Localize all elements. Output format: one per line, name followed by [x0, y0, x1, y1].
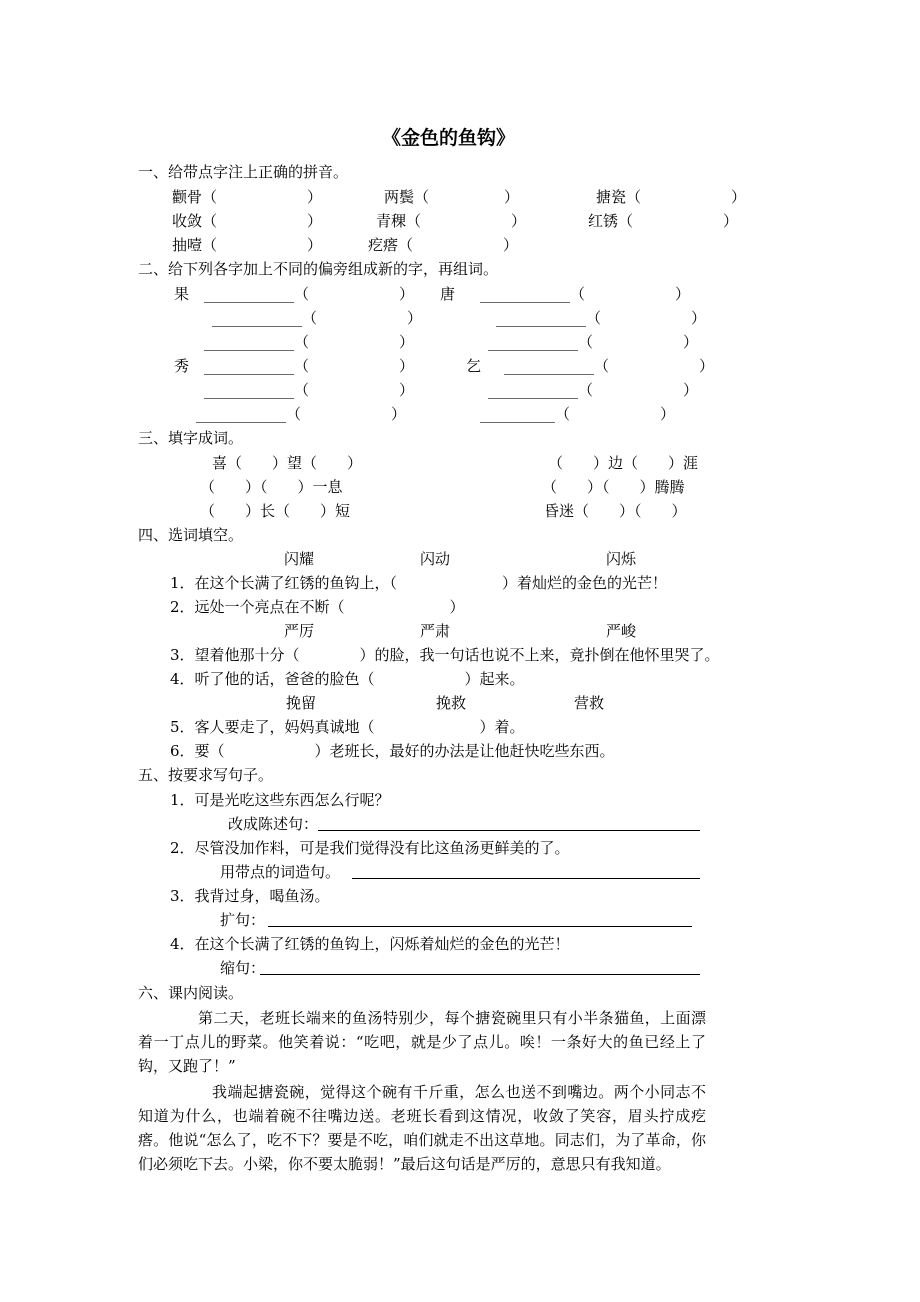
base-char: 乞 [466, 357, 482, 375]
fill-word-item: （ ）（ ）腾腾 [542, 478, 685, 496]
section-5-heading: 五、按要求写句子。 [138, 766, 274, 784]
answer-line[interactable] [260, 974, 700, 975]
answer-label: 用带点的词造句。 [220, 863, 341, 881]
question-item: 5．客人要走了，妈妈真诚地（ ）着。 [170, 718, 525, 736]
pinyin-item: 收敛（ ） [172, 212, 323, 230]
radical-blank: ____________（ ） [488, 381, 699, 399]
radical-blank: ____________（ ） [204, 381, 415, 399]
question-item: 3．我背过身，喝鱼汤。 [170, 887, 330, 905]
pinyin-item: 两鬓（ ） [384, 188, 520, 206]
word-choice: 闪动 [420, 550, 451, 568]
section-3-heading: 三、填字成词。 [138, 429, 244, 447]
base-char: 果 [174, 285, 190, 303]
radical-blank: ____________（ ） [496, 309, 707, 327]
fill-word-item: （ ）长（ ）短 [200, 502, 351, 520]
fill-word-item: 喜（ ）望（ ） [212, 454, 363, 472]
question-item: 3．望着他那十分（ ）的脸，我一句话也说不上来，竟扑倒在他怀里哭了。 [170, 646, 720, 664]
section-4-heading: 四、选词填空。 [138, 526, 244, 544]
question-item: 4．听了他的话，爸爸的脸色（ ）起来。 [170, 670, 525, 688]
radical-blank: ____________（ ） [204, 285, 415, 303]
radical-blank: ____________（ ） [212, 309, 423, 327]
answer-line[interactable] [268, 926, 692, 927]
answer-line[interactable] [318, 830, 700, 831]
pinyin-item: 红锈（ ） [588, 212, 739, 230]
radical-blank: ____________（ ） [504, 357, 715, 375]
radical-blank: ____________（ ） [204, 357, 415, 375]
answer-line[interactable] [352, 878, 700, 879]
pinyin-item: 颧骨（ ） [172, 188, 323, 206]
question-item: 4．在这个长满了红锈的鱼钩上，闪烁着灿烂的金色的光芒！ [170, 935, 570, 953]
fill-word-item: （ ）边（ ）涯 [548, 454, 699, 472]
pinyin-item: 搪瓷（ ） [596, 188, 747, 206]
question-item: 2．远处一个亮点在不断（ ） [170, 598, 465, 616]
radical-blank: ____________（ ） [488, 333, 699, 351]
pinyin-item: 疙瘩（ ） [368, 236, 519, 254]
question-item: 1．可是光吃这些东西怎么行呢？ [170, 791, 390, 809]
answer-label: 改成陈述句： [228, 815, 319, 833]
radical-blank: __________（ ） [480, 405, 676, 423]
section-1-heading: 一、给带点字注上正确的拼音。 [138, 163, 349, 181]
word-choice: 闪耀 [284, 550, 315, 568]
fill-word-item: 昏迷（ ）（ ） [544, 502, 687, 520]
base-char: 秀 [174, 357, 190, 375]
word-choice: 挽救 [436, 694, 467, 712]
word-choice: 营救 [574, 694, 605, 712]
question-item: 1．在这个长满了红锈的鱼钩上，（ ）着灿烂的金色的光芒！ [170, 574, 668, 592]
reading-paragraph-1: 第二天，老班长端来的鱼汤特别少，每个搪瓷碗里只有小半条猫鱼，上面漂着一丁点儿的野菜。他笑着说：“吃吧，就是少了点儿。唉！一条好大的鱼已经上了钩，又跑了！” [138, 1009, 706, 1075]
answer-label: 扩句： [220, 911, 266, 929]
word-choice: 闪烁 [606, 550, 637, 568]
section-6-heading: 六、课内阅读。 [138, 984, 244, 1002]
reading-paragraph-2: 我端起搪瓷碗，觉得这个碗有千斤重，怎么也送不到嘴边。两个小同志不知道为什么，也端着碗不往嘴边送。老班长看到这情况，收敛了笑容，眉头拧成疙瘩。他说“怎么了，吃不下？要是不吃，咱们就走不出这草地。同志们，为了革命，你们必须吃下去。小梁，你不要太脆弱！”最后这句话是严厉的，意思只有我知道。 [138, 1083, 706, 1173]
fill-word-item: （ ）（ ）一息 [200, 478, 343, 496]
radical-blank: ____________（ ） [480, 285, 691, 303]
answer-label: 缩句： [220, 959, 266, 977]
word-choice: 严肃 [420, 622, 451, 640]
pinyin-item: 青稞（ ） [376, 212, 527, 230]
base-char: 唐 [440, 285, 456, 303]
page-title: 《金色的鱼钩》 [382, 127, 516, 149]
section-2-heading: 二、给下列各字加上不同的偏旁组成新的字，再组词。 [138, 260, 499, 278]
question-item: 6．要（ ）老班长，最好的办法是让他赶快吃些东西。 [170, 742, 615, 760]
radical-blank: ____________（ ） [204, 333, 415, 351]
question-item: 2．尽管没加作料，可是我们觉得没有比这鱼汤更鲜美的了。 [170, 839, 570, 857]
word-choice: 严峻 [606, 622, 637, 640]
word-choice: 严厉 [284, 622, 315, 640]
word-choice: 挽留 [286, 694, 317, 712]
radical-blank: ____________（ ） [196, 405, 407, 423]
pinyin-item: 抽噎（ ） [172, 236, 323, 254]
